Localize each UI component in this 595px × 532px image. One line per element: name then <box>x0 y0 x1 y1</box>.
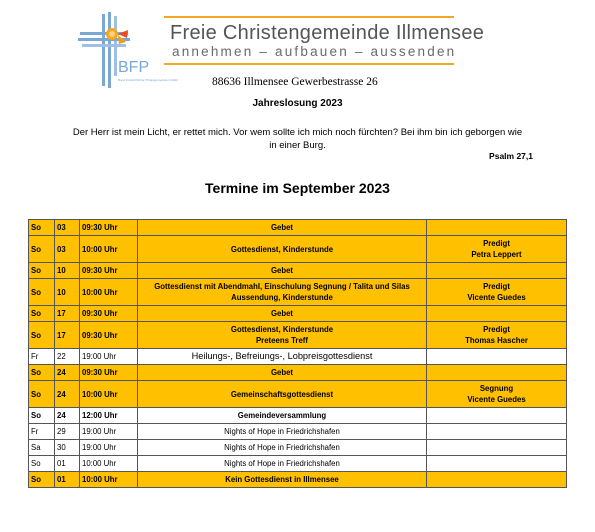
table-row <box>29 322 567 349</box>
event-day: So <box>29 322 55 349</box>
event-time: 10:00 Uhr <box>80 381 138 408</box>
event-date: 17 <box>55 322 80 349</box>
event-day: Sa <box>29 440 55 456</box>
event-note: Predigt Vicente Guedes <box>427 279 567 306</box>
org-name: Freie Christengemeinde Illmensee <box>170 22 485 44</box>
table-row <box>29 424 567 440</box>
table-row <box>29 263 567 279</box>
event-date: 29 <box>55 424 80 440</box>
event-time: 09:30 Uhr <box>80 306 138 322</box>
table-row <box>29 220 567 236</box>
event-title: Gottesdienst mit Abendmahl, Einschulung Segnung / Talita und Silas Aussendung, Kinderstunde <box>138 279 427 306</box>
table-row <box>29 472 567 488</box>
event-title: Nights of Hope in Friedrichshafen <box>138 440 427 456</box>
page-heading: Termine im September 2023 <box>205 180 390 196</box>
event-note: Predigt Petra Leppert <box>427 236 567 263</box>
event-day: So <box>29 365 55 381</box>
event-time: 10:00 Uhr <box>80 472 138 488</box>
table-row <box>29 365 567 381</box>
event-note <box>427 472 567 488</box>
event-title: Gebet <box>138 365 427 381</box>
event-title: Gebet <box>138 306 427 322</box>
event-day: So <box>29 263 55 279</box>
table-row <box>29 279 567 306</box>
event-title: Gebet <box>138 220 427 236</box>
address: 88636 Illmensee Gewerbestrasse 26 <box>212 76 378 88</box>
event-time: 09:30 Uhr <box>80 220 138 236</box>
header-bottom-rule <box>164 63 454 65</box>
event-note <box>427 456 567 472</box>
event-day: So <box>29 220 55 236</box>
event-date: 03 <box>55 236 80 263</box>
event-note: Segnung Vicente Guedes <box>427 381 567 408</box>
losung-text: Der Herr ist mein Licht, er rettet mich. Vor wem sollte ich mich noch fürchten? Bei ihm bin ich geborgen wie in einer Burg. <box>72 127 523 151</box>
event-date: 24 <box>55 381 80 408</box>
events-table-body <box>29 220 567 488</box>
org-tagline: annehmen – aufbauen – aussenden <box>172 44 457 59</box>
event-date: 10 <box>55 279 80 306</box>
event-time: 19:00 Uhr <box>80 424 138 440</box>
event-title: Nights of Hope in Friedrichshafen <box>138 424 427 440</box>
event-time: 10:00 Uhr <box>80 236 138 263</box>
event-title: Nights of Hope in Friedrichshafen <box>138 456 427 472</box>
event-time: 09:30 Uhr <box>80 322 138 349</box>
event-day: So <box>29 236 55 263</box>
event-date: 17 <box>55 306 80 322</box>
losung-reference: Psalm 27,1 <box>489 151 533 161</box>
event-note <box>427 424 567 440</box>
event-title: Gottesdienst, Kinderstunde Preteens Treff <box>138 322 427 349</box>
event-day: So <box>29 408 55 424</box>
table-row <box>29 456 567 472</box>
event-note: Predigt Thomas Hascher <box>427 322 567 349</box>
table-row <box>29 381 567 408</box>
events-table <box>28 219 567 488</box>
event-note <box>427 440 567 456</box>
table-row <box>29 349 567 365</box>
event-title: Heilungs-, Befreiungs-, Lobpreisgottesdienst <box>138 349 427 365</box>
svg-text:Bund Freikirchlicher Pfingstge <box>118 78 179 82</box>
event-title: Gottesdienst, Kinderstunde <box>138 236 427 263</box>
event-time: 09:30 Uhr <box>80 365 138 381</box>
event-date: 24 <box>55 408 80 424</box>
event-time: 09:30 Uhr <box>80 263 138 279</box>
event-day: So <box>29 279 55 306</box>
event-date: 24 <box>55 365 80 381</box>
event-day: So <box>29 472 55 488</box>
event-title: Gemeindeversammlung <box>138 408 427 424</box>
event-note <box>427 365 567 381</box>
table-row <box>29 306 567 322</box>
event-day: So <box>29 456 55 472</box>
event-title: Kein Gottesdienst in Illmensee <box>138 472 427 488</box>
event-date: 10 <box>55 263 80 279</box>
bfp-logo <box>78 12 178 94</box>
table-row <box>29 236 567 263</box>
event-day: Fr <box>29 349 55 365</box>
losung-title: Jahreslosung 2023 <box>252 98 343 109</box>
event-title: Gemeinschaftsgottesdienst <box>138 381 427 408</box>
event-title: Gebet <box>138 263 427 279</box>
event-time: 19:00 Uhr <box>80 440 138 456</box>
event-note <box>427 306 567 322</box>
event-note <box>427 408 567 424</box>
event-date: 22 <box>55 349 80 365</box>
header-top-rule <box>164 16 454 18</box>
event-time: 12:00 Uhr <box>80 408 138 424</box>
table-row <box>29 408 567 424</box>
event-date: 03 <box>55 220 80 236</box>
logo-subtext: Bund Freikirchlicher Pfingstgemeinden KdöR <box>118 78 178 82</box>
event-note <box>427 220 567 236</box>
event-day: So <box>29 306 55 322</box>
logo-text: BFP <box>118 59 150 76</box>
event-date: 01 <box>55 456 80 472</box>
event-note <box>427 349 567 365</box>
event-time: 10:00 Uhr <box>80 456 138 472</box>
event-time: 19:00 Uhr <box>80 349 138 365</box>
event-day: Fr <box>29 424 55 440</box>
event-day: So <box>29 381 55 408</box>
event-time: 10:00 Uhr <box>80 279 138 306</box>
table-row <box>29 440 567 456</box>
event-date: 30 <box>55 440 80 456</box>
event-note <box>427 263 567 279</box>
event-date: 01 <box>55 472 80 488</box>
